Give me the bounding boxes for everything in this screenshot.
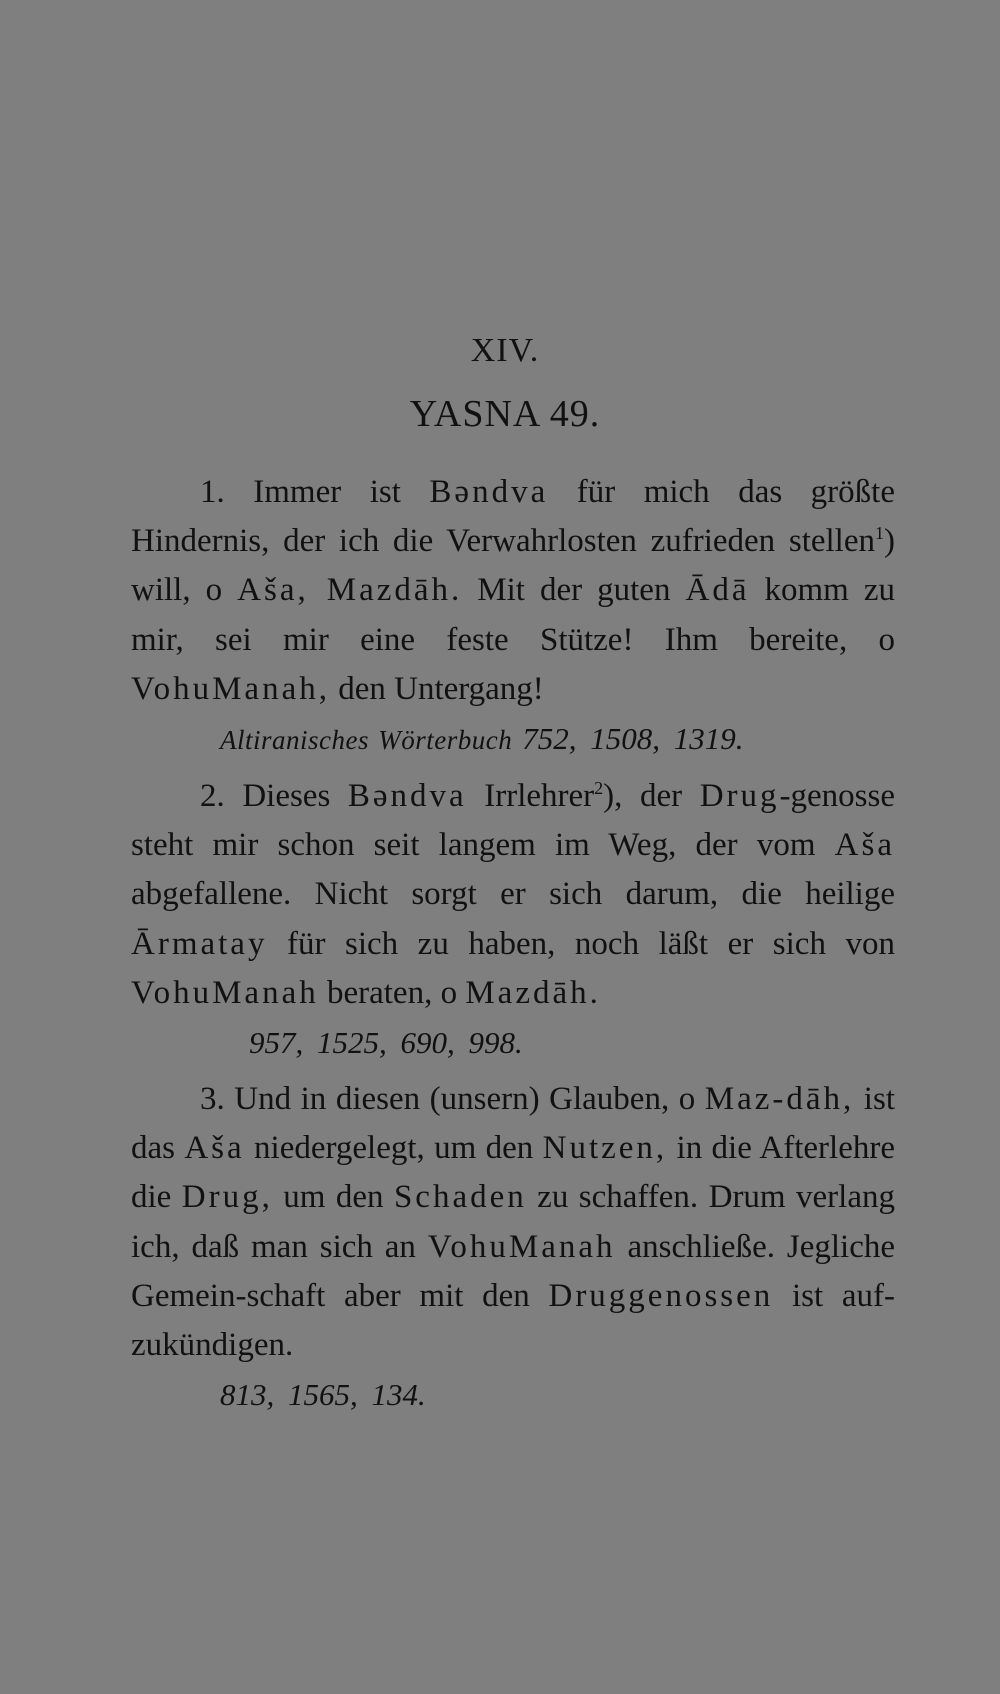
verse-text: in die Afterlehre die [131,1130,895,1216]
spaced-name: Ārmatay [131,925,268,962]
spaced-name: Ādā [685,572,750,609]
footnote-mark: 2 [594,778,604,799]
reference-pages: 752, 1508, 1319. [522,721,744,757]
verse-1 [131,468,895,714]
verse-text: ) will, o [131,523,895,609]
verse-3 [131,1075,895,1370]
verse-text: komm zu mir, sei mir eine feste Stütze! Ihm bereite, o [131,572,895,658]
spaced-name: Bəndva [347,778,467,815]
spaced-name: VohuManah [131,974,319,1011]
verse-text: beraten, o [318,974,466,1011]
verse-text: abgefallene. Nicht sorgt er sich darum, die heilige [131,876,895,913]
verse-text: 2. Dieses [200,778,348,815]
verse-2-reference [131,1020,895,1066]
verse-text: anschließe. Jegliche Gemein-schaft aber mit den [131,1228,895,1314]
verse-text: Irrlehrer [466,778,595,815]
spaced-name: VohuManah, [131,670,330,707]
spaced-name: Mazdāh. [465,974,601,1011]
chapter-title: YASNA 49. [409,393,601,435]
reference-pages: 957, 1525, 690, 998. [249,1025,523,1061]
spaced-name: Aša, Mazdāh. [237,572,463,609]
spaced-name: VohuManah [427,1228,616,1265]
verse-text: den Untergang! [329,670,544,707]
spaced-name: Bəndva [429,474,549,510]
footnote-mark: 1 [875,523,884,544]
spaced-name: Schaden [393,1179,527,1216]
verse-text: ist auf-zukündigen. [131,1277,895,1364]
verse-text: 1. Immer ist [200,474,430,510]
verse-3-reference [131,1372,895,1418]
verse-text: Mit der guten [462,572,686,609]
body-text [131,468,895,1427]
spaced-name: Maz-dāh, [704,1081,855,1118]
verse-text: niedergelegt, um den [244,1130,543,1167]
verse-2 [131,772,895,1018]
reference-pages: 813, 1565, 134. [220,1377,426,1413]
chapter-number: XIV. [470,332,540,369]
spaced-name: Druggenossen [548,1277,774,1314]
spaced-name: Drug, [181,1179,273,1216]
verse-text: für sich zu haben, noch läßt er sich von [267,925,895,962]
spaced-name: Nutzen, [542,1130,668,1167]
spaced-name: Drug [699,778,780,815]
verse-text: um den [272,1179,394,1216]
verse-text: -genosse steht mir schon seit langem im Weg, der vom [131,778,895,864]
verse-text: für mich das größte Hindernis, der ich die Verwahrlosten zufrieden stellen [131,474,895,560]
verse-1-reference [131,716,895,763]
verse-text: ist das [131,1081,895,1167]
spaced-name: Aša [834,827,895,864]
verse-text: ), der [603,778,700,815]
spaced-name: Aša [184,1130,245,1167]
verse-text: zu schaffen. Drum verlang ich, daß man sich an [131,1179,895,1265]
reference-work-title: Altiranisches Wörterbuch [220,725,513,756]
verse-text: 3. Und in diesen (unsern) Glauben, o [200,1081,705,1118]
